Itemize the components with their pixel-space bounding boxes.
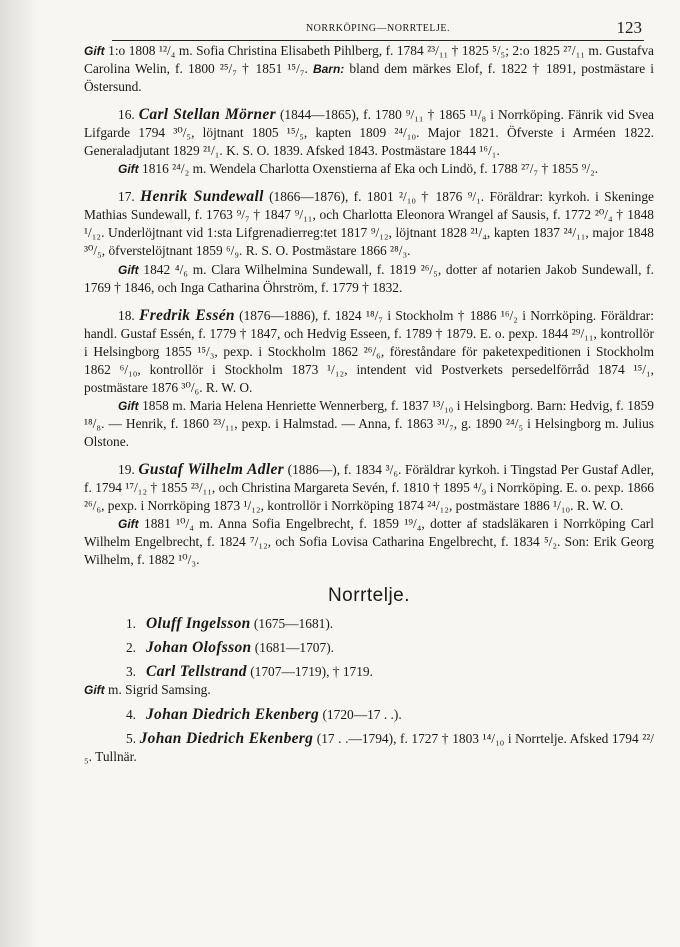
- list-item: [84, 730, 654, 766]
- list-name: Johan Diedrich Ekenberg: [146, 705, 320, 723]
- gift-label: Gift: [84, 683, 105, 698]
- list-item-gift: [84, 681, 654, 699]
- list-number: 3.: [125, 664, 136, 680]
- barn-text: bland dem märkes Elof, f. 1822 † 1891, postmästare i Östersund.: [84, 61, 654, 95]
- entry-text: (1844—1865), f. 1780 ⁹/₁₁ † 1865 ¹¹/₈ i Norrköping. Fänrik vid Svea Lifgarde 1794 ³⁰/₅, löjtnant 1805 ¹⁵/₅, kapten 1809 ²⁴/₁₀. Major 1821. Öfverste i Arméen 1822. Generaladjutant 1829 ²¹/₁. K. S. O. 1839. Afsked 1843. Postmästare 1844 ¹⁶/₁.: [84, 107, 654, 159]
- gift-label: Gift: [118, 262, 139, 277]
- page-body: [84, 42, 654, 766]
- gift-text: 1842 ⁴/₆ m. Clara Wilhelmina Sundewall, f. 1819 ²⁶/₅, dotter af notarien Jakob Sundewall, f. 1769 † 1846, och Inga Catharina Öhrström, f. 1779 † 1832.: [84, 261, 654, 295]
- gift-label: Gift: [118, 162, 139, 177]
- entry-text: (1886—), f. 1834 ³/₆. Föräldrar kyrkoh. i Tingstad Per Gustaf Adler, f. 1794 ¹⁷/₁₂ † 1855 ²³/₁₁, och Christina Margareta Sevén, f. 1810 † 1895 ⁴/₉ i Norrköping. E. o. pexp. 1866 ²⁶/₆, pexp. i Norrköping 1873 ¹/₁₂, kontrollör i Norrköping 1874 ²⁴/₁₂, postmästare 1886 ¹/₁₀. R. W. O.: [84, 461, 654, 514]
- gift-text: 1881 ¹⁰/₄ m. Anna Sofia Engelbrecht, f. 1859 ¹⁹/₄, dotter af stadsläkaren i Norrköping Carl Wilhelm Engelbrecht, f. 1824 ⁷/₁₂, och Sofia Lovisa Catharina Engelbrecht, f. 1834 ⁵/₂. Son: Erik Georg Wilhelm, f. 1882 ¹⁰/₃.: [84, 516, 654, 568]
- gift-text: 1858 m. Maria Helena Henriette Wennerberg, f. 1837 ¹³/₁₀ i Helsingborg. Barn: Hedvig, f. 1859 ¹⁸/₈. — Henrik, f. 1860 ²³/₁₁, pexp. i Halmstad. — Anna, f. 1863 ³¹/₇, g. 1890 ²⁴/₅ i Helsingborg m. Julius Olstone.: [84, 397, 654, 449]
- spacer: [84, 297, 654, 307]
- spacer: [84, 178, 654, 188]
- list-number: 1.: [125, 616, 136, 632]
- barn-label: Barn:: [312, 62, 345, 77]
- spacer: [84, 96, 654, 106]
- list-text: (1675—1681).: [253, 616, 334, 632]
- spacer: [84, 451, 654, 461]
- entry-16: [84, 106, 654, 160]
- list-name: Oluff Ingelsson: [146, 615, 251, 633]
- entry-name: Carl Stellan Mörner: [138, 106, 276, 124]
- entry-number: 16.: [118, 107, 135, 123]
- list-item: [84, 639, 654, 657]
- entry-16-gift: [84, 160, 654, 178]
- entry-name: Gustaf Wilhelm Adler: [138, 460, 284, 478]
- gift-label: Gift: [118, 517, 139, 532]
- entry-name: Fredrik Essén: [139, 306, 235, 324]
- entry-number: 17.: [118, 189, 135, 205]
- list-text: (1681—1707).: [254, 640, 335, 656]
- gift-label: Gift: [118, 398, 139, 413]
- entry-17-gift: [84, 261, 654, 297]
- page-number: 123: [616, 18, 642, 37]
- running-head: NORRKÖPING—NORRTELJE.: [305, 23, 451, 34]
- entry-number: 19.: [118, 461, 135, 477]
- entry-name: Henrik Sundewall: [140, 188, 264, 206]
- list-number: 5.: [126, 730, 137, 746]
- gift-text: 1:o 1808 ¹²/₄ m. Sofia Christina Elisabeth Pihlberg, f. 1784 ²³/₁₁ † 1825 ⁵/₅; 2:o 1825 ²⁷/₁₁ m. Gustafva Carolina Welin, f. 1800 ²⁵/₇ † 1851 ¹⁵/₇.: [84, 43, 654, 77]
- list-number: 4.: [125, 706, 136, 722]
- entry-continuation: [84, 42, 654, 96]
- list-number: 2.: [125, 640, 136, 656]
- entry-number: 18.: [118, 307, 135, 323]
- entry-19: [84, 461, 654, 515]
- entry-17: [84, 188, 654, 260]
- entry-text: (1876—1886), f. 1824 ¹⁸/₇ i Stockholm † 1886 ¹⁶/₂ i Norrköping. Föräldrar: handl. Gustaf Essén, f. 1779 † 1847, och Hedvig Esseen, f. 1789 † 1879. E. o. pexp. 1844 ²⁹/₁₁, kontrollör i Helsingborg 1855 ¹⁵/₃, pexp. i Stockholm 1862 ²⁶/₆, föreståndare för paketexpeditionen i Stockholm 1862 ⁶/₁₀, kontrollör i Stockholm 1873 ¹/₁₂, intendent vid Postverkets persedelförråd 1874 ¹⁵/₁, postmästare 1876 ³⁰/₆. R. W. O.: [84, 307, 654, 395]
- list-name: Johan Olofsson: [146, 639, 252, 657]
- entry-18-gift: [84, 397, 654, 451]
- page-header: [112, 18, 644, 41]
- gift-text: 1816 ²⁴/₂ m. Wendela Charlotta Oxenstierna af Eka och Lindö, f. 1788 ²⁷/₇ † 1855 ⁹/₂.: [142, 161, 599, 177]
- gift-label: Gift: [84, 44, 105, 58]
- list-item: [84, 663, 654, 681]
- list-name: Johan Diedrich Ekenberg: [139, 729, 314, 747]
- entry-text: (1866—1876), f. 1801 ²/₁₀ † 1876 ⁹/₁. Föräldrar: kyrkoh. i Skeninge Mathias Sundewall, f. 1763 ⁹/₇ † 1847 ⁹/₁₁, och Charlotta Eleonora Wrangel af Sausis, f. 1772 ²⁰/₄ † 1848 ¹/₁₂. Underlöjtnant vid 1:sta Lifgrenadierreg:tet 1817 ⁹/₁₂, löjtnant 1828 ²¹/₄, kapten 1837 ²⁴/₁₁, major 1848 ³⁰/₅, öfverstelöjtnant 1859 ⁶/₉. R. S. O. Postmästare 1866 ²⁸/₃.: [84, 189, 655, 259]
- entry-19-gift: [84, 515, 654, 569]
- list-name: Carl Tellstrand: [146, 663, 247, 681]
- entry-18: [84, 307, 654, 397]
- page-edge-shadow: [0, 0, 40, 947]
- list-text: (1720—17 . .).: [322, 706, 402, 722]
- section-title: Norrtelje.: [327, 585, 411, 607]
- list-text: (17 . .—1794), f. 1727 † 1803 ¹⁴/₁₀ i Norrtelje. Afsked 1794 ²²/₅. Tullnär.: [84, 730, 654, 764]
- gift-text: m. Sigrid Samsing.: [108, 682, 211, 698]
- list-item: [84, 615, 654, 633]
- list-text: (1707—1719), † 1719.: [250, 664, 373, 680]
- list-item: [84, 706, 654, 724]
